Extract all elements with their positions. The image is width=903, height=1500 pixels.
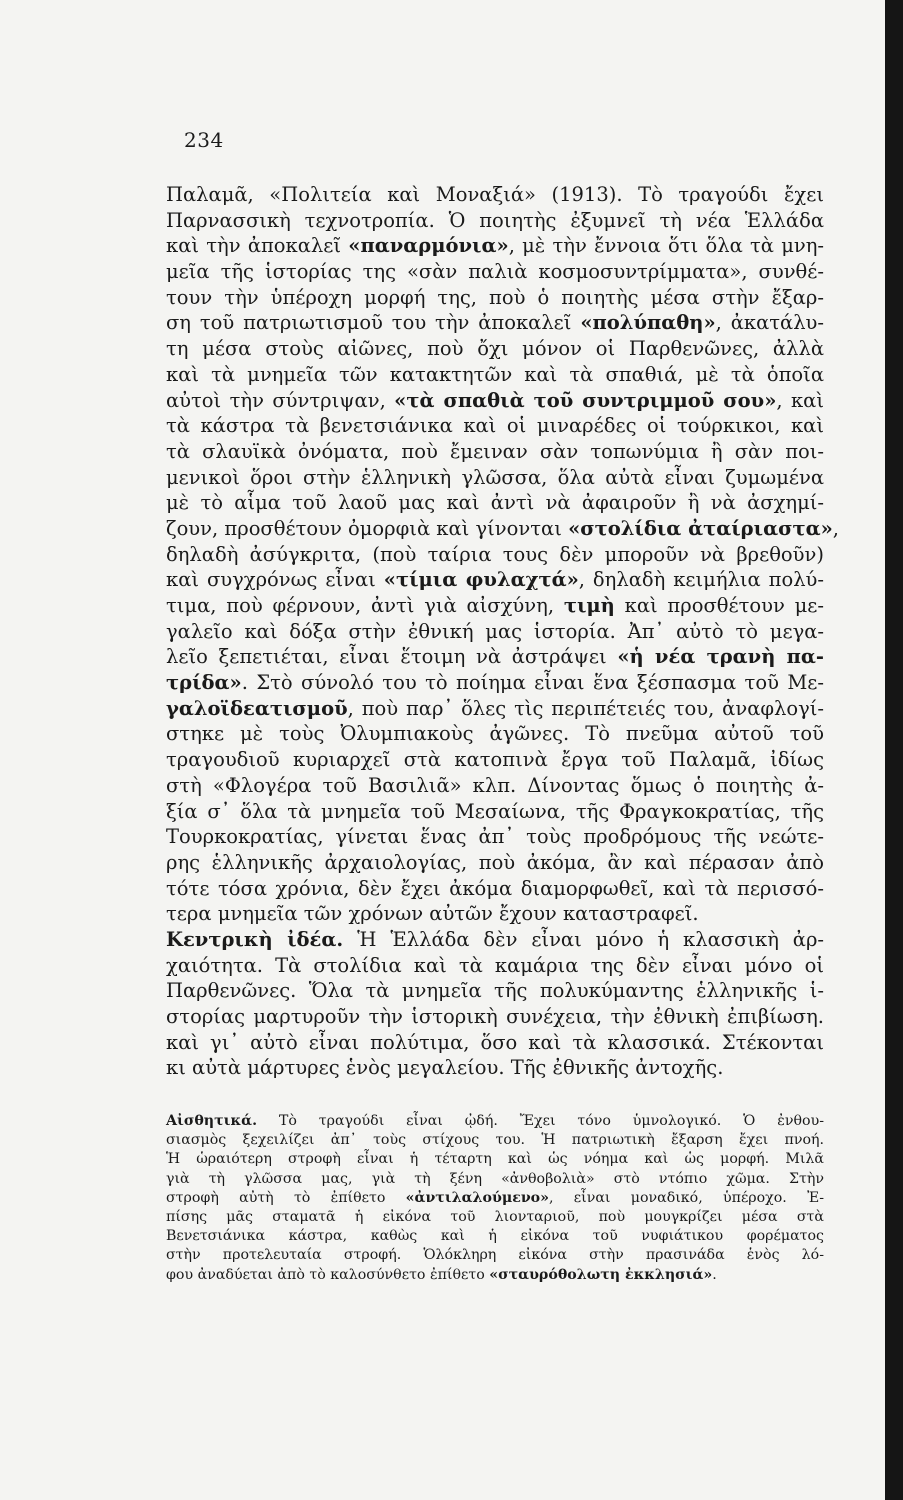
note-line: Ἡ ὡραιότερη στροφὴ εἶναι ἡ τέταρτη καὶ ὡς νόημα καὶ ὡς μορφή. Μιλᾶ [166, 1151, 824, 1168]
text-line: τραγουδιοῦ κυριαρχεῖ στὰ κατοπινὰ ἔργα τοῦ Παλαμᾶ, ἰδίως [166, 748, 824, 772]
text-line: ζουν, προσθέτουν ὀμορφιὰ καὶ γίνονται «στολίδια ἀταίριαστα», [166, 516, 839, 540]
main-text-body [166, 182, 839, 1081]
note-line: Αἰσθητικά. Τὸ τραγούδι εἶναι ᾠδή. Ἔχει τόνο ὑμνολογικό. Ὁ ἐνθου- [166, 1113, 824, 1129]
text-line: στορίας μαρτυροῦν τὴν ἱστορικὴ συνέχεια, τὴν ἐθνικὴ ἐπιβίωση. [166, 1005, 824, 1028]
text-line: κι αὐτὰ μάρτυρες ἑνὸς μεγαλείου. Τῆς ἐθνικῆς ἀντοχῆς. [166, 1056, 724, 1080]
text-line: καὶ γι᾽ αὐτὸ εἶναι πολύτιμα, ὅσο καὶ τὰ κλασσικά. Στέκονται [166, 1030, 824, 1054]
note-line: Βενετσιάνικα κάστρα, καθὼς καὶ ἡ εἰκόνα τοῦ νυφιάτικου φορέματος [166, 1228, 824, 1245]
page-edge-border [885, 0, 903, 1500]
note-line: γιὰ τὴ γλῶσσα μας, γιὰ τὴ ξένη «ἀνθοβολιὰ» στὸ ντόπιο χῶμα. Στὴν [166, 1170, 824, 1187]
text-line: τὰ κάστρα τὰ βενετσιάνικα καὶ οἱ μιναρέδες οἱ τούρκικοι, καὶ [166, 414, 824, 438]
text-line: δηλαδὴ ἀσύγκριτα, (ποὺ ταίρια τους δὲν μποροῦν νὰ βρεθοῦν) [166, 542, 824, 566]
text-line: Τουρκοκρατίας, γίνεται ἕνας ἀπ᾽ τοὺς προδρόμους τῆς νεώτε- [166, 825, 824, 849]
text-line: τότε τόσα χρόνια, δὲν ἔχει ἀκόμα διαμορφωθεῖ, καὶ τὰ περισσό- [166, 876, 824, 900]
text-line: χαιότητα. Τὰ στολίδια καὶ τὰ καμάρια της δὲν εἶναι μόνο οἱ [166, 953, 824, 977]
text-line: ση τοῦ πατριωτισμοῦ του τὴν ἀποκαλεῖ «πολύπαθη», ἀκατάλυ- [166, 311, 824, 335]
text-line: ρης ἑλληνικῆς ἀρχαιολογίας, ποὺ ἀκόμα, ἂν καὶ πέρασαν ἀπὸ [166, 850, 824, 874]
text-line: λεῖο ξεπετιέται, εἶναι ἕτοιμη νὰ ἀστράψει «ἡ νέα τρανὴ πα- [166, 645, 825, 669]
text-line: τιμα, ποὺ φέρνουν, ἀντὶ γιὰ αἰσχύνη, τιμὴ καὶ προσθέτουν με- [166, 594, 824, 617]
text-line: καὶ συγχρόνως εἶναι «τίμια φυλαχτά», δηλαδὴ κειμήλια πολύ- [166, 568, 824, 592]
note-line: πίσης μᾶς σταματᾶ ἡ εἰκόνα τοῦ λιονταριοῦ, ποὺ μουγκρίζει μέσα στὰ [166, 1208, 824, 1225]
text-line: Παλαμᾶ, «Πολιτεία καὶ Μοναξιά» (1913). Τὸ τραγούδι ἔχει [166, 183, 824, 206]
aesthetics-notes [166, 1112, 824, 1285]
text-line: καὶ τὰ μνημεῖα τῶν κατακτητῶν καὶ τὰ σπαθιά, μὲ τὰ ὁποῖα [166, 362, 824, 386]
text-line: μὲ τὸ αἷμα τοῦ λαοῦ μας καὶ ἀντὶ νὰ ἀφαιροῦν ἢ νὰ ἀσχημί- [166, 491, 824, 515]
text-line: στὴ «Φλογέρα τοῦ Βασιλιᾶ» κλπ. Δίνοντας ὅμως ὁ ποιητὴς ἀ- [166, 773, 824, 797]
text-line: Κεντρικὴ ἰδέα. Ἡ Ἑλλάδα δὲν εἶναι μόνο ἡ κλασσικὴ ἀρ- [166, 927, 825, 951]
text-line: τὰ σλαυϊκὰ ὀνόματα, ποὺ ἔμειναν σὰν τοπωνύμια ἢ σὰν ποι- [166, 439, 824, 463]
note-line: φου ἀναδύεται ἀπὸ τὸ καλοσύνθετο ἐπίθετο «σταυρόθολωτη ἐκκλησιά». [166, 1266, 717, 1283]
text-line: Παρνασσικὴ τεχνοτροπία. Ὁ ποιητὴς ἐξυμνεῖ τὴ νέα Ἑλλάδα [166, 208, 824, 232]
text-line: τερα μνημεῖα τῶν χρόνων αὐτῶν ἔχουν καταστραφεῖ. [166, 902, 699, 926]
text-line: Παρθενῶνες. Ὅλα τὰ μνημεῖα τῆς πολυκύμαντης ἑλληνικῆς ἱ- [166, 979, 824, 1003]
text-line: ξία σ᾽ ὅλα τὰ μνημεῖα τοῦ Μεσαίωνα, τῆς Φραγκοκρατίας, τῆς [166, 799, 824, 823]
page-number: 234 [184, 128, 224, 152]
text-line: αὐτοὶ τὴν σύντριψαν, «τὰ σπαθιὰ τοῦ συντριμμοῦ σου», καὶ [166, 388, 824, 412]
text-line: μενικοὶ ὅροι στὴν ἑλληνικὴ γλῶσσα, ὅλα αὐτὰ εἶναι ζυμωμένα [166, 465, 824, 489]
note-line: στροφὴ αὐτὴ τὸ ἐπίθετο «ἀντιλαλούμενο», εἶναι μοναδικό, ὑπέροχο. Ἐ- [166, 1189, 824, 1206]
text-line: τη μέσα στοὺς αἰῶνες, ποὺ ὄχι μόνον οἱ Παρθενῶνες, ἀλλὰ [166, 337, 824, 361]
text-line: τουν τὴν ὑπέροχη μορφή της, ποὺ ὁ ποιητὴς μέσα στὴν ἔξαρ- [166, 285, 824, 309]
text-line: καὶ τὴν ἀποκαλεῖ «παναρμόνια», μὲ τὴν ἔννοια ὅτι ὅλα τὰ μνη- [166, 234, 824, 258]
text-line: γαλοϊδεατισμοῦ, ποὺ παρ᾽ ὅλες τὶς περιπέτειές του, ἀναφλογί- [166, 696, 824, 720]
note-line: σιασμὸς ξεχειλίζει ἀπ᾽ τοὺς στίχους του. Ἡ πατριωτικὴ ἔξαρση ἔχει πνοή. [166, 1132, 824, 1149]
text-line: στηκε μὲ τοὺς Ὀλυμπιακοὺς ἀγῶνες. Τὸ πνεῦμα αὐτοῦ τοῦ [166, 722, 824, 746]
text-line: μεῖα τῆς ἱστορίας της «σὰν παλιὰ κοσμοσυντρίμματα», συνθέ- [166, 260, 824, 284]
text-line: τρίδα». Στὸ σύνολό του τὸ ποίημα εἶναι ἕνα ξέσπασμα τοῦ Με- [166, 671, 824, 695]
text-line: γαλεῖο καὶ δόξα στὴν ἐθνική μας ἱστορία. Ἀπ᾽ αὐτὸ τὸ μεγα- [166, 619, 824, 643]
note-line: στὴν προτελευταία στροφή. Ὁλόκληρη εἰκόνα στὴν πρασινάδα ἑνὸς λό- [166, 1247, 824, 1264]
